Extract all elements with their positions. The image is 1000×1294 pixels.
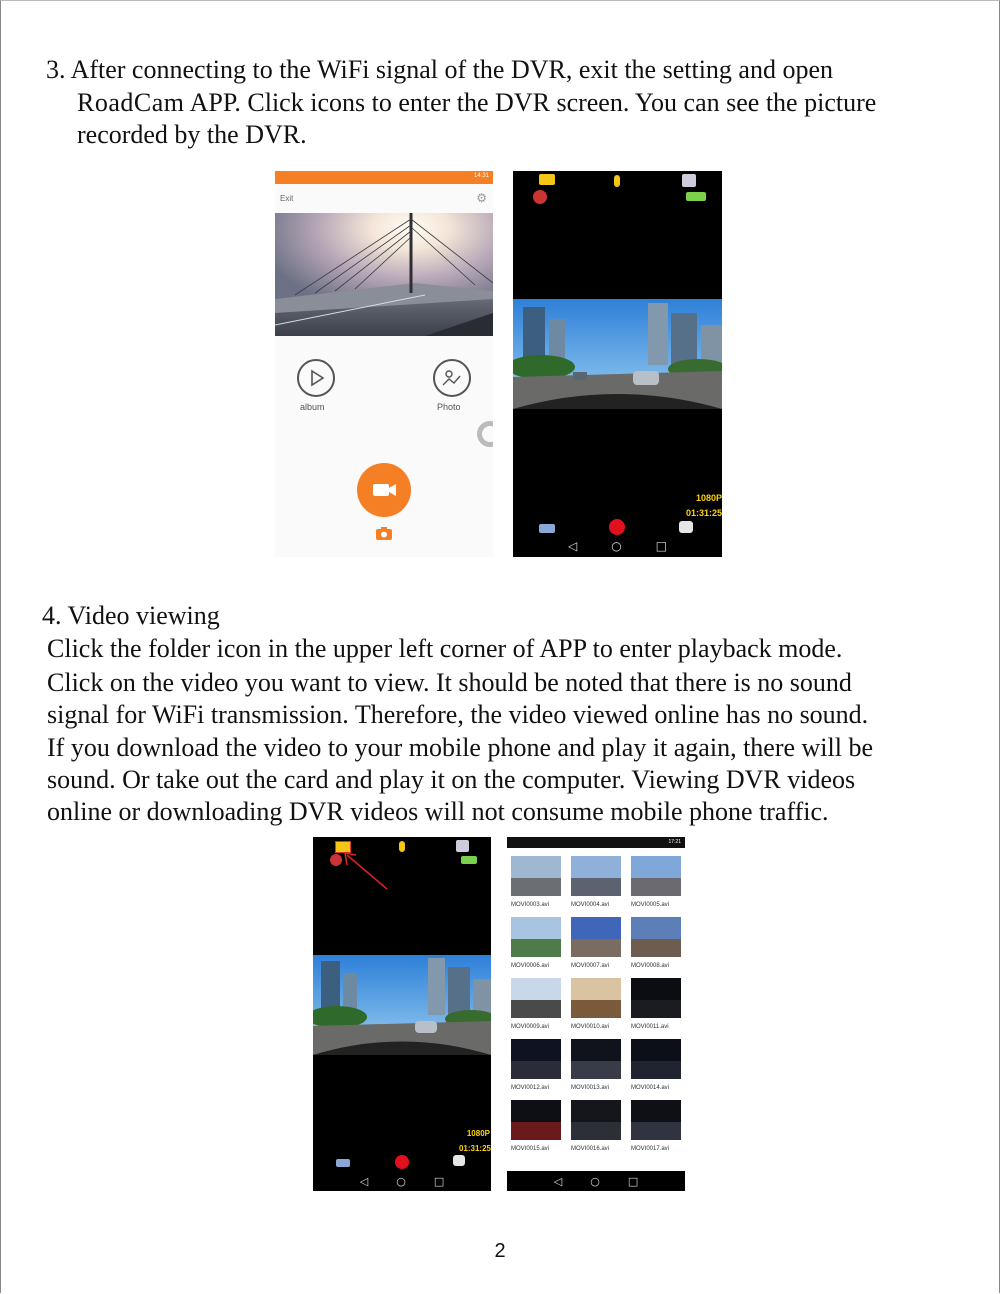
video-filename: MOVI0008.avi xyxy=(631,963,670,969)
video-thumbnail[interactable] xyxy=(511,1100,561,1152)
status-bar xyxy=(275,171,493,184)
dvr-folder-screenshot xyxy=(313,837,491,1191)
section4-line: If you download the video to your mobile phone and play it again, there will be xyxy=(47,733,874,762)
photo-label: Photo xyxy=(437,402,461,412)
thumbnail-image xyxy=(631,978,681,1018)
exit-button[interactable]: Exit xyxy=(280,194,294,203)
video-thumbnail[interactable] xyxy=(511,917,561,969)
snapshot-icon[interactable] xyxy=(453,1155,465,1166)
android-nav-bar xyxy=(507,1171,685,1191)
dvr-live-screenshot xyxy=(513,171,722,557)
thumbnail-image xyxy=(631,917,681,957)
album-button[interactable] xyxy=(297,359,335,397)
section4-line: Click on the video you want to view. It should be noted that there is no sound xyxy=(47,668,852,697)
home-nav-icon[interactable]: ○ xyxy=(590,1174,600,1188)
album-label: album xyxy=(300,402,325,412)
settings-icon[interactable] xyxy=(456,840,469,852)
section4-line: sound. Or take out the card and play it on the computer. Viewing DVR videos xyxy=(47,765,856,794)
thumbnail-image xyxy=(631,856,681,896)
android-nav-bar xyxy=(513,535,722,557)
play-icon xyxy=(299,361,333,395)
folder-icon[interactable] xyxy=(539,174,555,185)
recents-nav-icon[interactable]: □ xyxy=(627,1174,639,1188)
video-thumbnail[interactable] xyxy=(571,1039,621,1091)
playback-mode-icon[interactable] xyxy=(539,524,555,533)
battery-icon xyxy=(461,856,477,864)
home-nav-icon[interactable]: ○ xyxy=(396,1174,406,1188)
record-video-button[interactable] xyxy=(357,463,411,517)
video-thumbnail[interactable] xyxy=(631,856,681,908)
video-filename: MOVI0005.avi xyxy=(631,902,670,908)
video-filename: MOVI0015.avi xyxy=(511,1146,550,1152)
microphone-icon[interactable] xyxy=(614,175,620,187)
video-filename: MOVI0004.avi xyxy=(571,902,610,908)
recents-nav-icon[interactable]: □ xyxy=(433,1174,445,1188)
back-nav-icon[interactable]: ◁ xyxy=(359,1174,369,1188)
section4-line: Click the folder icon in the upper left corner of APP to enter playback mode. xyxy=(47,634,843,663)
timecode-label: 01:31:25 xyxy=(458,1144,491,1153)
dvr-camera-view xyxy=(313,955,491,1055)
section4-line: online or downloading DVR videos will not consume mobile phone traffic. xyxy=(47,797,829,826)
video-filename: MOVI0007.avi xyxy=(571,963,610,969)
video-filename: MOVI0012.avi xyxy=(511,1085,550,1091)
thumbnail-image xyxy=(631,1039,681,1079)
camera-icon[interactable] xyxy=(375,526,393,541)
video-thumbnail[interactable] xyxy=(631,917,681,969)
recents-nav-icon[interactable]: □ xyxy=(655,539,668,553)
video-camera-icon xyxy=(357,463,411,517)
thumbnail-image xyxy=(571,1100,621,1140)
status-bar xyxy=(507,837,685,848)
thumbnail-image xyxy=(571,978,621,1018)
video-filename: MOVI0017.avi xyxy=(631,1146,670,1152)
app-name: RoadCam xyxy=(77,88,185,117)
back-nav-icon[interactable]: ◁ xyxy=(553,1174,563,1188)
android-nav-bar xyxy=(313,1171,491,1191)
side-handle-icon xyxy=(477,421,493,447)
section3-line2: RoadCam APP. Click icons to enter the DVR screen. You can see the picture xyxy=(77,88,877,117)
thumbnail-image xyxy=(511,856,561,896)
dvr-camera-view xyxy=(513,299,722,409)
settings-gear-icon[interactable]: ⚙ xyxy=(476,191,487,205)
wifi-disconnect-icon[interactable] xyxy=(533,190,547,204)
thumbnail-image xyxy=(631,1100,681,1140)
section3-line3: recorded by the DVR. xyxy=(77,120,307,149)
video-thumbnail[interactable] xyxy=(631,1100,681,1152)
page-number: 2 xyxy=(494,1240,506,1262)
video-thumbnail[interactable] xyxy=(511,856,561,908)
video-thumbnail[interactable] xyxy=(631,978,681,1030)
playback-grid-screenshot xyxy=(507,837,685,1191)
bridge-photo xyxy=(275,213,493,336)
thumbnail-image xyxy=(571,856,621,896)
section4-heading: 4. Video viewing xyxy=(42,601,220,630)
status-time: 17:21 xyxy=(668,839,681,845)
video-filename: MOVI0014.avi xyxy=(631,1085,670,1091)
record-button[interactable] xyxy=(609,519,625,535)
status-time: 14:31 xyxy=(473,173,489,179)
image-icon xyxy=(435,361,469,395)
back-nav-icon[interactable]: ◁ xyxy=(567,539,578,553)
video-thumbnail[interactable] xyxy=(631,1039,681,1091)
thumbnail-image xyxy=(511,978,561,1018)
pointer-arrow-icon xyxy=(341,849,391,891)
video-filename: MOVI0009.avi xyxy=(511,1024,550,1030)
timecode-label: 01:31:25 xyxy=(685,508,722,518)
battery-icon xyxy=(686,192,706,201)
video-filename: MOVI0003.avi xyxy=(511,902,550,908)
video-thumbnail[interactable] xyxy=(511,1039,561,1091)
microphone-icon[interactable] xyxy=(399,841,405,852)
video-filename: MOVI0006.avi xyxy=(511,963,550,969)
photo-button[interactable] xyxy=(433,359,471,397)
resolution-label: 1080P xyxy=(695,493,722,503)
video-filename: MOVI0010.avi xyxy=(571,1024,610,1030)
playback-mode-icon[interactable] xyxy=(336,1159,350,1167)
thumbnail-image xyxy=(571,917,621,957)
video-thumbnail[interactable] xyxy=(571,917,621,969)
snapshot-icon[interactable] xyxy=(679,521,693,533)
resolution-label: 1080P xyxy=(466,1129,490,1138)
record-button[interactable] xyxy=(395,1155,409,1169)
video-filename: MOVI0013.avi xyxy=(571,1085,610,1091)
thumbnail-image xyxy=(571,1039,621,1079)
video-thumbnail[interactable] xyxy=(571,1100,621,1152)
settings-icon[interactable] xyxy=(682,174,696,187)
home-nav-icon[interactable]: ○ xyxy=(611,539,622,553)
section3-line1: 3. After connecting to the WiFi signal of the DVR, exit the setting and open xyxy=(46,55,833,84)
video-filename: MOVI0011.avi xyxy=(631,1024,669,1030)
section4-line: signal for WiFi transmission. Therefore, the video viewed online has no sound. xyxy=(47,700,869,729)
app-home-screenshot xyxy=(275,171,493,557)
video-thumbnail[interactable] xyxy=(571,856,621,908)
thumbnail-image xyxy=(511,1039,561,1079)
video-thumbnail[interactable] xyxy=(511,978,561,1030)
video-thumbnail[interactable] xyxy=(571,978,621,1030)
thumbnail-image xyxy=(511,917,561,957)
thumbnail-image xyxy=(511,1100,561,1140)
video-filename: MOVI0016.avi xyxy=(571,1146,610,1152)
